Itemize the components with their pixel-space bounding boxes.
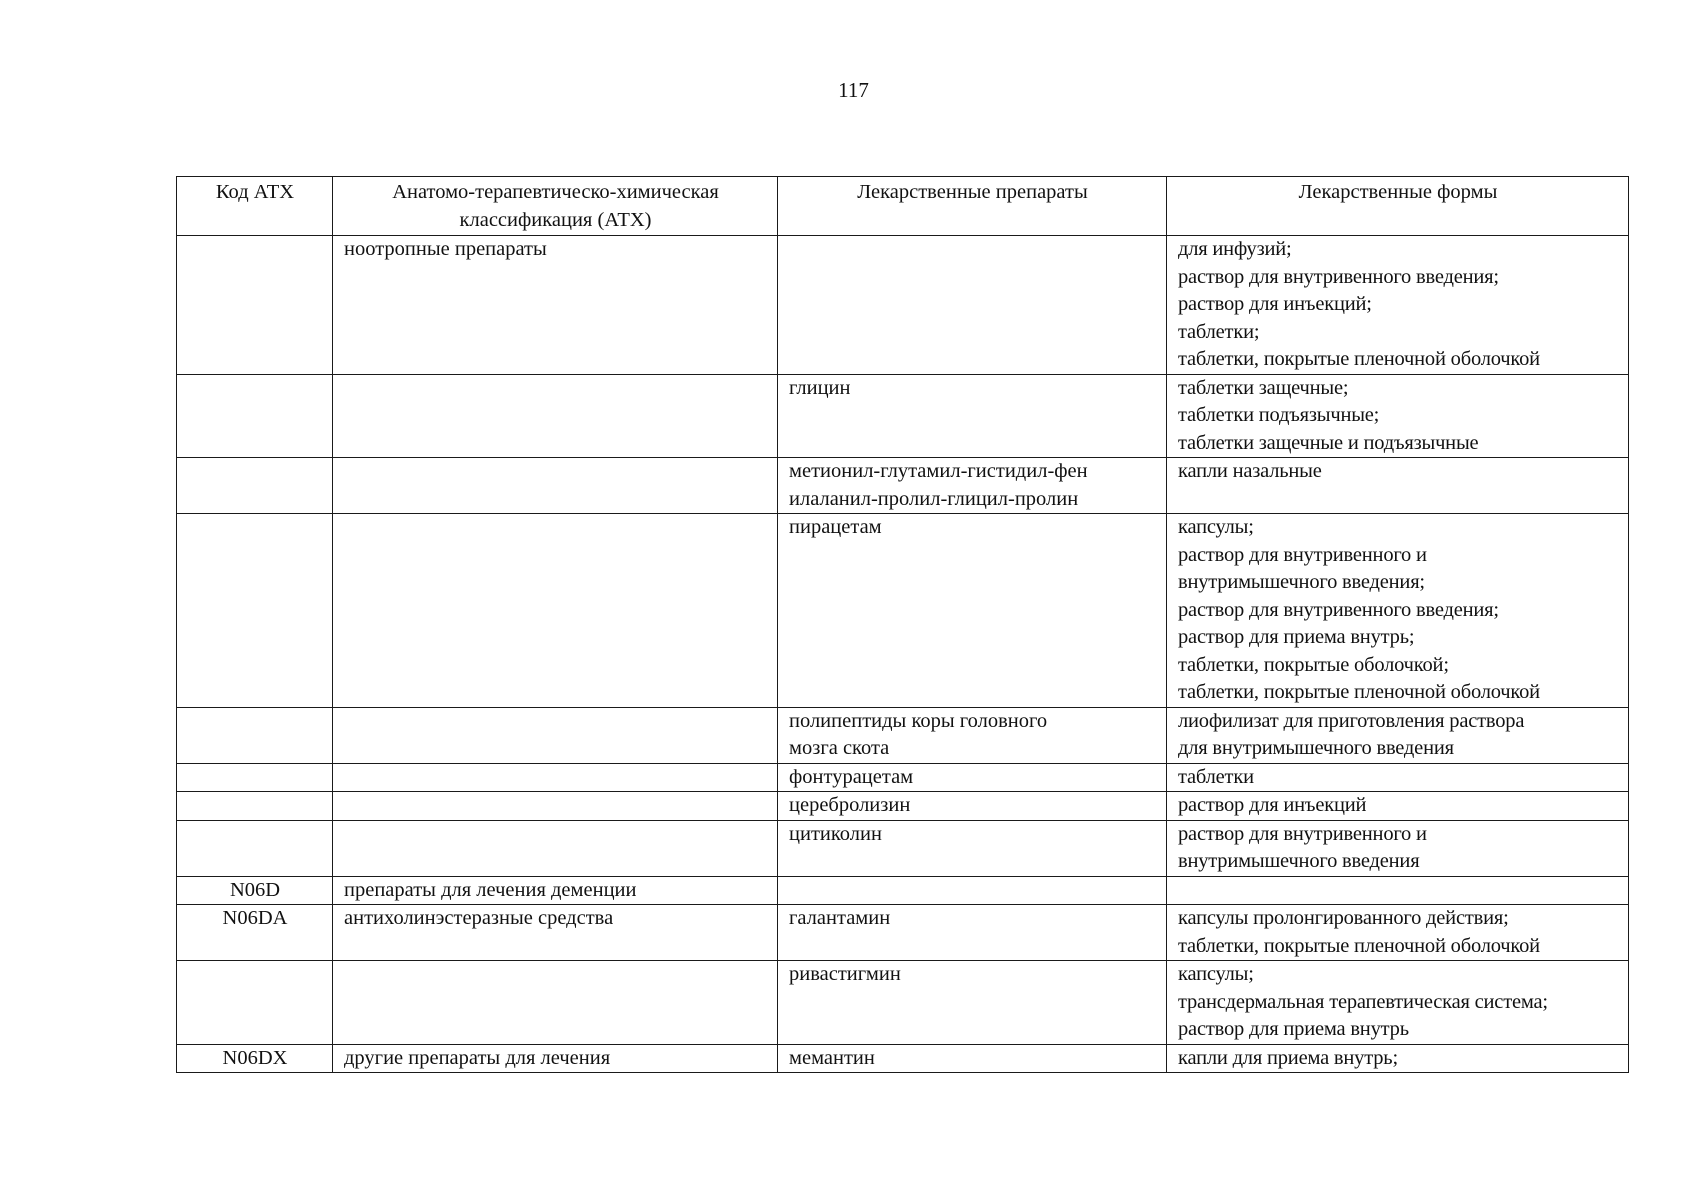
drug-name-line: пирацетам: [789, 516, 882, 538]
drug-cell: [778, 763, 1167, 792]
dosage-form-line: раствор для инъекций: [1178, 794, 1367, 816]
table-row: [177, 820, 1629, 876]
dosage-form-line: таблетки подъязычные;: [1178, 404, 1380, 426]
atc-classification-cell: [333, 707, 778, 763]
dosage-form-line: раствор для внутривенного и: [1178, 822, 1427, 845]
dosage-form-line: капсулы пролонгированного действия;: [1178, 907, 1509, 929]
atc-classification-cell: ноотропные препараты: [333, 236, 778, 375]
atc-code-cell: [177, 374, 333, 458]
dosage-form-line: таблетки защечные;: [1178, 376, 1349, 399]
atc-classification-cell: препараты для лечения деменции: [333, 876, 778, 905]
dosage-forms-cell: [1167, 876, 1629, 905]
atc-classification-cell: [333, 763, 778, 792]
drug-name-line: галантамин: [789, 907, 891, 929]
drug-name-line: полипептиды коры головного: [789, 709, 1048, 732]
drug-name-line: илаланил-пролил-глицил-пролин: [789, 487, 1079, 510]
dosage-form-line: внутримышечного введения: [1178, 850, 1420, 872]
dosage-form-line: таблетки, покрытые пленочной оболочкой: [1178, 934, 1540, 957]
drug-name-line: ривастигмин: [789, 963, 901, 985]
dosage-forms-cell: [1167, 707, 1629, 763]
header-dosage-forms: Лекарственные формы: [1167, 177, 1629, 236]
drug-cell: [778, 792, 1167, 821]
atc-code-cell: [177, 792, 333, 821]
header-drugs: Лекарственные препараты: [778, 177, 1167, 236]
atc-classification-cell: [333, 820, 778, 876]
drug-cell: [778, 1044, 1167, 1073]
drug-cell: [778, 458, 1167, 514]
table-row: [177, 514, 1629, 708]
drug-cell: [778, 820, 1167, 876]
dosage-form-line: лиофилизат для приготовления раствора: [1178, 709, 1525, 732]
atc-classification-cell: [333, 458, 778, 514]
drug-name-line: церебролизин: [789, 794, 911, 816]
atc-classification-cell: [333, 961, 778, 1045]
drug-cell: [778, 905, 1167, 961]
drug-cell: [778, 707, 1167, 763]
atc-code-cell: [177, 707, 333, 763]
dosage-form-line: таблетки, покрытые пленочной оболочкой: [1178, 348, 1540, 370]
atc-classification-cell: [333, 514, 778, 708]
drug-cell: [778, 374, 1167, 458]
dosage-forms-cell: [1167, 374, 1629, 458]
table-row: [177, 763, 1629, 792]
drug-cell: [778, 236, 1167, 375]
dosage-form-line: раствор для внутривенного и: [1178, 543, 1427, 566]
dosage-form-line: раствор для приема внутрь;: [1178, 626, 1415, 648]
header-atc-code: Код АТХ: [177, 177, 333, 236]
atc-code-cell: N06DX: [177, 1044, 333, 1073]
dosage-forms-cell: [1167, 763, 1629, 792]
table-row: [177, 374, 1629, 458]
atc-code-cell: [177, 820, 333, 876]
table-body: [177, 236, 1629, 1073]
table-row: [177, 1044, 1629, 1073]
dosage-forms-cell: [1167, 792, 1629, 821]
dosage-form-line: трансдермальная терапевтическая система;: [1178, 990, 1548, 1013]
dosage-form-line: таблетки;: [1178, 320, 1260, 343]
dosage-form-line: таблетки, покрытые оболочкой;: [1178, 653, 1449, 676]
dosage-form-line: таблетки, покрытые пленочной оболочкой: [1178, 681, 1540, 703]
dosage-form-line: для внутримышечного введения: [1178, 737, 1454, 759]
dosage-form-line: таблетки защечные и подъязычные: [1178, 431, 1479, 454]
atc-code-cell: N06D: [177, 876, 333, 905]
atc-classification-cell: антихолинэстеразные средства: [333, 905, 778, 961]
dosage-form-line: таблетки: [1178, 765, 1254, 788]
table-row: [177, 961, 1629, 1045]
dosage-form-line: раствор для приема внутрь: [1178, 1018, 1409, 1040]
atc-code-cell: [177, 236, 333, 375]
atc-table: [176, 176, 1629, 1073]
dosage-forms-cell: [1167, 961, 1629, 1045]
drug-name-line: мозга скота: [789, 737, 890, 759]
drug-name-line: мемантин: [789, 1046, 875, 1069]
atc-code-cell: [177, 961, 333, 1045]
drug-name-line: глицин: [789, 376, 851, 399]
dosage-forms-cell: [1167, 514, 1629, 708]
table-row: [177, 905, 1629, 961]
dosage-forms-cell: [1167, 1044, 1629, 1073]
header-atc-classification: Анатомо-терапевтическо-химическая классификация (АТХ): [333, 177, 778, 236]
dosage-form-line: капсулы;: [1178, 516, 1254, 538]
dosage-form-line: раствор для инъекций;: [1178, 293, 1372, 315]
page-number: 117: [838, 78, 869, 102]
dosage-forms-cell: [1167, 458, 1629, 514]
dosage-form-line: капли для приема внутрь;: [1178, 1046, 1398, 1069]
atc-classification-cell: [333, 792, 778, 821]
dosage-form-line: раствор для внутривенного введения;: [1178, 265, 1499, 288]
drug-cell: [778, 961, 1167, 1045]
atc-code-cell: [177, 763, 333, 792]
atc-classification-cell: другие препараты для лечения: [333, 1044, 778, 1073]
table-row: [177, 876, 1629, 905]
dosage-forms-cell: [1167, 236, 1629, 375]
atc-code-cell: N06DA: [177, 905, 333, 961]
drug-cell: [778, 876, 1167, 905]
drug-cell: [778, 514, 1167, 708]
table-row: [177, 458, 1629, 514]
dosage-form-line: капсулы;: [1178, 963, 1254, 985]
table-row: [177, 792, 1629, 821]
table-row: [177, 707, 1629, 763]
drug-name-line: фонтурацетам: [789, 765, 914, 788]
table-header-row: [177, 177, 1629, 236]
drug-name-line: цитиколин: [789, 822, 882, 845]
atc-classification-cell: [333, 374, 778, 458]
dosage-forms-cell: [1167, 820, 1629, 876]
atc-code-cell: [177, 458, 333, 514]
dosage-form-line: раствор для внутривенного введения;: [1178, 598, 1499, 621]
dosage-form-line: для инфузий;: [1178, 238, 1292, 260]
atc-code-cell: [177, 514, 333, 708]
dosage-form-line: внутримышечного введения;: [1178, 571, 1425, 593]
drug-name-line: метионил-глутамил-гистидил-фен: [789, 460, 1088, 482]
table-row: [177, 236, 1629, 375]
dosage-forms-cell: [1167, 905, 1629, 961]
dosage-form-line: капли назальные: [1178, 460, 1322, 482]
